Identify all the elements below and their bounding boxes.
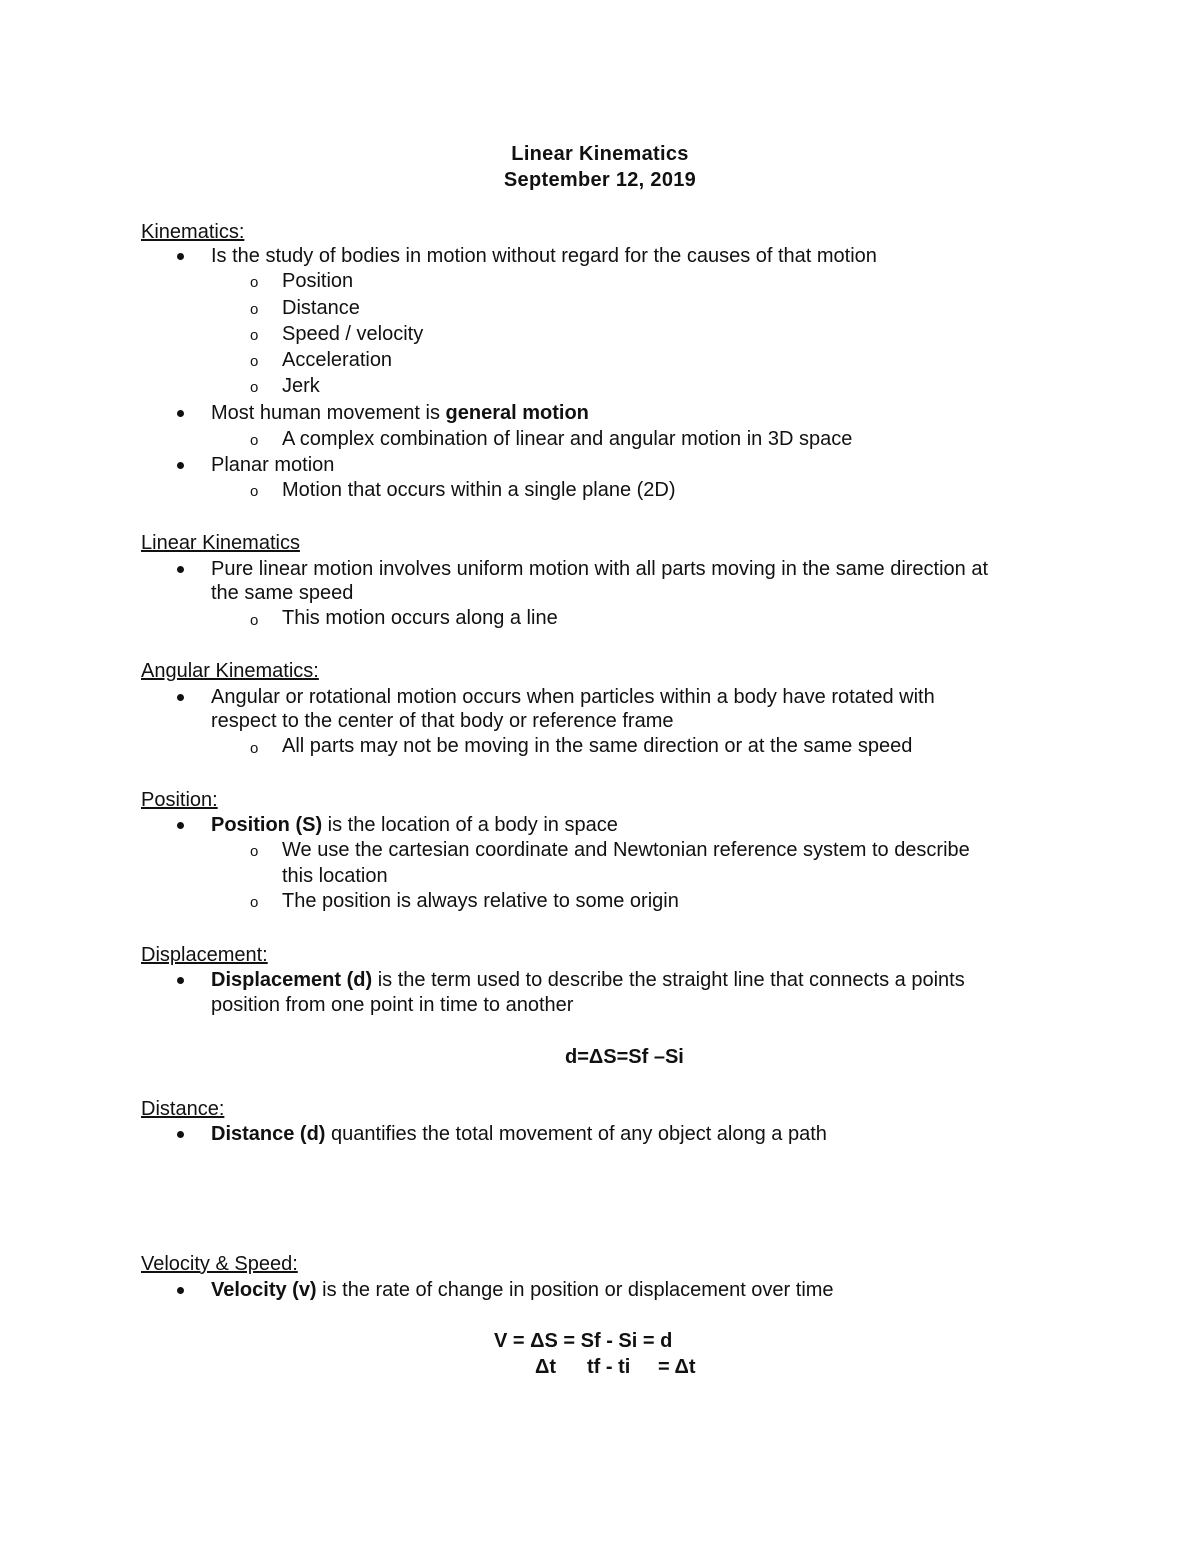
page-date: September 12, 2019	[503, 169, 697, 191]
list-item: Speed / velocity	[282, 323, 424, 345]
list-item: Position (S) is the location of a body in space	[211, 814, 618, 836]
bullet-icon	[177, 977, 184, 984]
sub-bullet-icon: o	[250, 327, 259, 344]
list-item: A complex combination of linear and angular motion in 3D space	[282, 428, 853, 450]
displacement-formula: d=ΔS=Sf –Si	[565, 1046, 684, 1068]
bullet-icon	[177, 253, 184, 260]
sub-bullet-icon: o	[250, 301, 259, 318]
list-item: Motion that occurs within a single plane (2D)	[282, 479, 676, 501]
sub-bullet-icon: o	[250, 612, 259, 629]
bullet-icon	[177, 1131, 184, 1138]
sub-bullet-icon: o	[250, 740, 259, 757]
list-item: The position is always relative to some origin	[282, 890, 679, 912]
list-item: This motion occurs along a line	[282, 607, 558, 629]
list-item: Angular or rotational motion occurs when particles within a body have rotated with	[211, 686, 935, 708]
list-item-continuation: the same speed	[211, 582, 354, 604]
sub-bullet-icon: o	[250, 274, 259, 291]
sub-bullet-icon: o	[250, 379, 259, 396]
list-item: Position	[282, 270, 354, 292]
list-item: We use the cartesian coordinate and Newtonian reference system to describe	[282, 839, 970, 861]
list-item: Is the study of bodies in motion without regard for the causes of that motion	[211, 245, 877, 267]
bullet-icon	[177, 822, 184, 829]
sub-bullet-icon: o	[250, 483, 259, 500]
list-item: Jerk	[282, 375, 320, 397]
section-heading-kinematics: Kinematics:	[141, 221, 245, 243]
sub-bullet-icon: o	[250, 353, 259, 370]
sub-bullet-icon: o	[250, 432, 259, 449]
list-item: Displacement (d) is the term used to describe the straight line that connects a points	[211, 969, 965, 991]
bullet-icon	[177, 694, 184, 701]
section-heading-velocity: Velocity & Speed:	[141, 1253, 298, 1275]
section-heading-angular: Angular Kinematics:	[141, 660, 319, 682]
list-item: All parts may not be moving in the same direction or at the same speed	[282, 735, 913, 757]
bullet-icon	[177, 410, 184, 417]
page-title: Linear Kinematics	[511, 143, 689, 165]
list-item-continuation: respect to the center of that body or reference frame	[211, 710, 674, 732]
section-heading-displacement: Displacement:	[141, 944, 268, 966]
list-item: Pure linear motion involves uniform motion with all parts moving in the same direction at	[211, 558, 989, 580]
velocity-formula-numerator: V = ΔS = Sf - Si = d	[494, 1330, 673, 1352]
velocity-formula-denominator-3: = Δt	[658, 1356, 696, 1378]
bullet-icon	[177, 566, 184, 573]
velocity-formula-denominator-1: Δt	[535, 1356, 557, 1378]
list-item: Acceleration	[282, 349, 393, 371]
sub-bullet-icon: o	[250, 843, 259, 860]
velocity-formula-denominator-2: tf - ti	[587, 1356, 631, 1378]
list-item: Most human movement is general motion	[211, 402, 589, 424]
bullet-icon	[177, 1287, 184, 1294]
section-heading-linear: Linear Kinematics	[141, 532, 300, 554]
list-item: Distance (d) quantifies the total movement of any object along a path	[211, 1123, 827, 1145]
section-heading-position: Position:	[141, 789, 218, 811]
bullet-icon	[177, 462, 184, 469]
list-item: Distance	[282, 297, 360, 319]
sub-bullet-icon: o	[250, 894, 259, 911]
list-item-continuation: position from one point in time to another	[211, 994, 574, 1016]
list-item-continuation: this location	[282, 865, 388, 887]
list-item: Velocity (v) is the rate of change in position or displacement over time	[211, 1279, 834, 1301]
list-item: Planar motion	[211, 454, 335, 476]
section-heading-distance: Distance:	[141, 1098, 225, 1120]
